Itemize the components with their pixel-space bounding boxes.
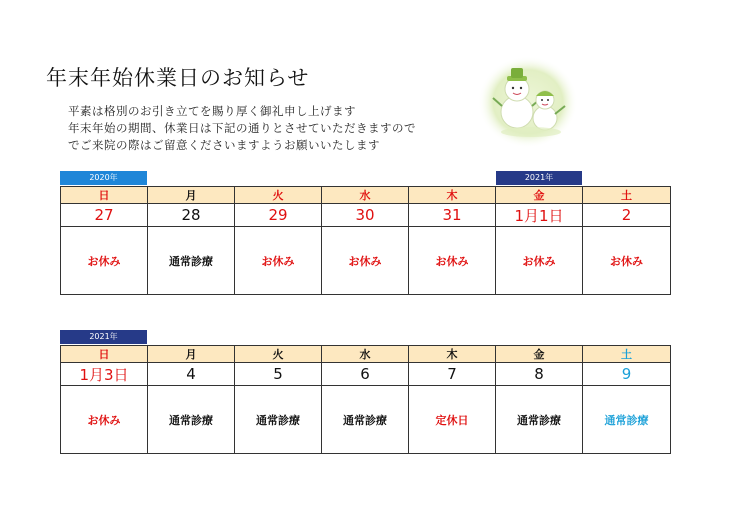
weekday-sun: 日: [61, 187, 148, 204]
status-cell: 通常診療: [322, 386, 409, 454]
status-cell: お休み: [583, 227, 671, 295]
date-row: [61, 204, 671, 227]
status-cell: お休み: [322, 227, 409, 295]
status-cell: お休み: [61, 227, 148, 295]
year-tag-2021: 2021年: [60, 330, 147, 344]
status-cell: お休み: [235, 227, 322, 295]
weekday-mon: 月: [148, 187, 235, 204]
status-cell: お休み: [61, 386, 148, 454]
date-cell: 2: [583, 204, 671, 227]
date-cell: 30: [322, 204, 409, 227]
weekday-sat: 土: [583, 346, 671, 363]
weekday-tue: 火: [235, 346, 322, 363]
status-row: [61, 386, 671, 454]
date-cell: 5: [235, 363, 322, 386]
year-tag-2020: 2020年: [60, 171, 147, 185]
status-cell: お休み: [496, 227, 583, 295]
status-cell: 通常診療: [496, 386, 583, 454]
status-cell: 通常診療: [148, 227, 235, 295]
calendar-week-2: [60, 345, 671, 454]
weekday-sat: 土: [583, 187, 671, 204]
weekday-fri: 金: [496, 187, 583, 204]
date-cell: 4: [148, 363, 235, 386]
weekday-fri: 金: [496, 346, 583, 363]
date-row: [61, 363, 671, 386]
weekday-header-row: [61, 187, 671, 204]
notice-line: 平素は格別のお引き立てを賜り厚く御礼申し上げます: [68, 104, 356, 118]
weekday-wed: 水: [322, 187, 409, 204]
status-cell: 通常診療: [235, 386, 322, 454]
date-cell: 29: [235, 204, 322, 227]
status-cell: お休み: [409, 227, 496, 295]
date-cell: 27: [61, 204, 148, 227]
weekday-wed: 水: [322, 346, 409, 363]
date-cell: 28: [148, 204, 235, 227]
date-cell: 1月1日: [496, 204, 583, 227]
date-cell: 1月3日: [61, 363, 148, 386]
weekday-thu: 木: [409, 346, 496, 363]
date-cell: 9: [583, 363, 671, 386]
notice-line: でご来院の際はご留意くださいますようお願いいたします: [68, 138, 380, 152]
status-cell: 通常診療: [583, 386, 671, 454]
notice-line: 年末年始の期間、休業日は下記の通りとさせていただきますので: [68, 121, 416, 135]
status-cell: 定休日: [409, 386, 496, 454]
weekday-sun: 日: [61, 346, 148, 363]
page-title: 年末年始休業日のお知らせ: [46, 66, 310, 90]
date-cell: 6: [322, 363, 409, 386]
calendar-week-1: [60, 186, 671, 295]
weekday-header-row: [61, 346, 671, 363]
notice-body: [68, 103, 416, 154]
date-cell: 31: [409, 204, 496, 227]
year-tag-2021: 2021年: [496, 171, 582, 185]
date-cell: 7: [409, 363, 496, 386]
date-cell: 8: [496, 363, 583, 386]
weekday-mon: 月: [148, 346, 235, 363]
status-cell: 通常診療: [148, 386, 235, 454]
weekday-thu: 木: [409, 187, 496, 204]
status-row: [61, 227, 671, 295]
weekday-tue: 火: [235, 187, 322, 204]
snowmen-icon: [473, 56, 579, 152]
